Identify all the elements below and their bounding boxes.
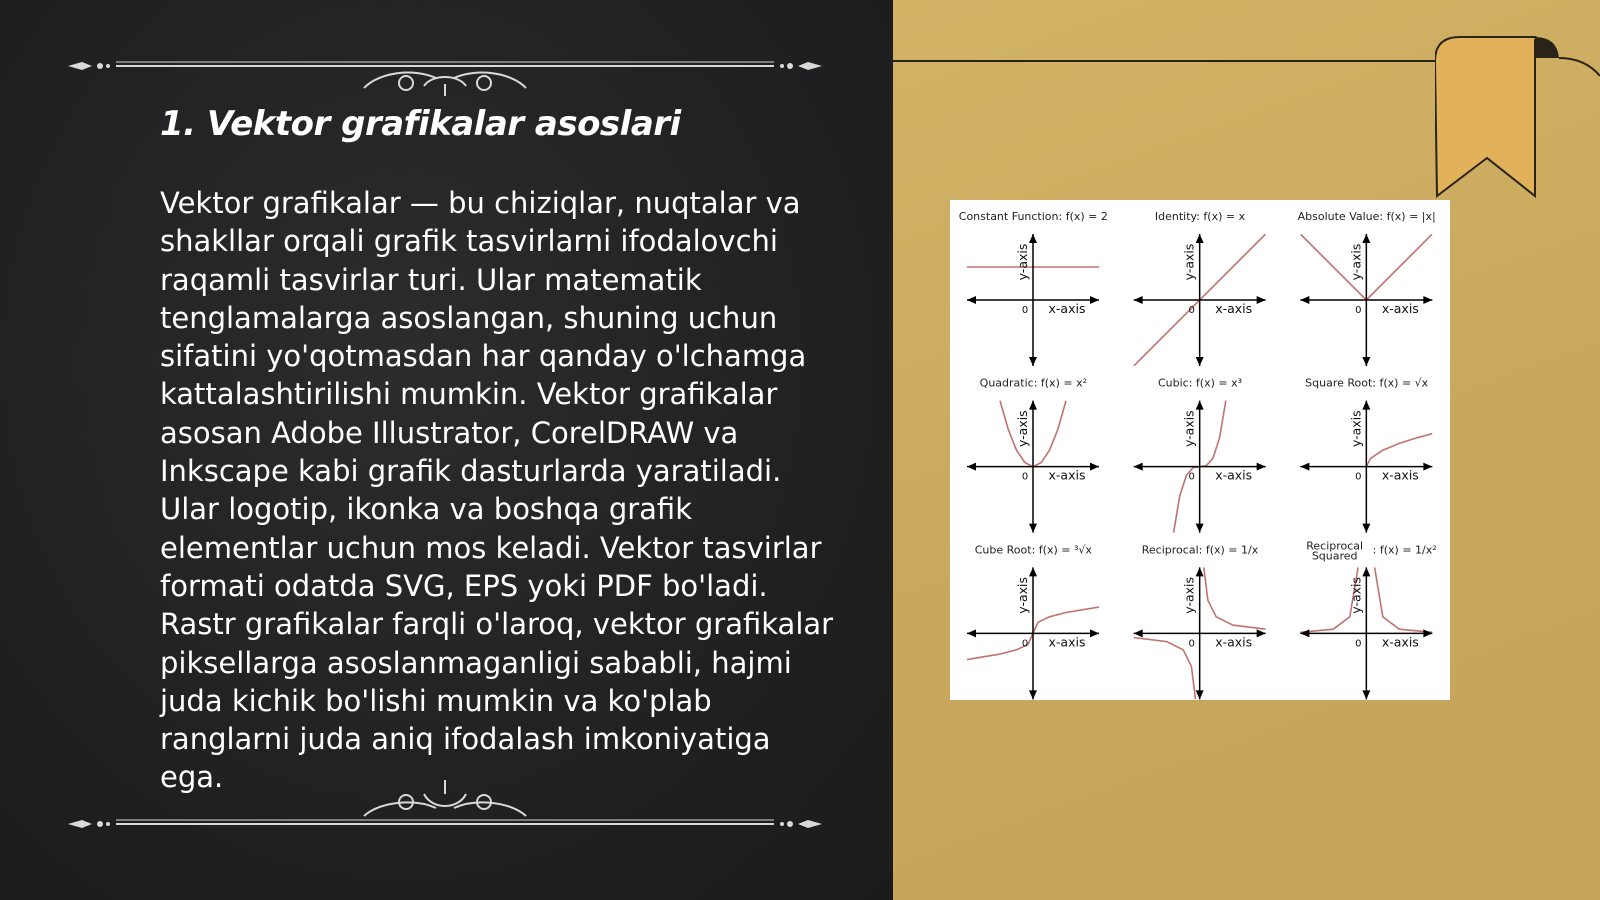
slide-title: 1. Vektor grafikalar asoslari: [160, 104, 681, 144]
y-axis-label: y-axis: [1015, 243, 1030, 281]
graph-panel-reciprocal_squared: [1300, 539, 1436, 699]
origin-label: 0: [1355, 638, 1362, 650]
axis-arrowhead: [1196, 357, 1204, 366]
graph-panel-constant: [959, 210, 1108, 366]
axis-arrowhead: [1196, 567, 1204, 576]
axis-arrowhead: [1029, 401, 1037, 410]
graph-title: Reciprocal: f(x) = 1/x: [1141, 543, 1259, 557]
ornament-divider-top-icon: [64, 36, 826, 96]
axis-arrowhead: [1196, 401, 1204, 410]
function-graphs-chart: [950, 200, 1450, 700]
x-axis-label: x-axis: [1048, 301, 1086, 316]
origin-label: 0: [1188, 471, 1195, 483]
axis-arrowhead: [1423, 296, 1432, 304]
x-axis-label: x-axis: [1215, 301, 1253, 316]
axis-arrowhead: [1300, 296, 1309, 304]
graph-panel-quadratic: [967, 377, 1099, 533]
x-axis-label: x-axis: [1215, 467, 1253, 483]
axis-arrowhead: [1362, 567, 1370, 576]
function-graphs-svg: [950, 200, 1450, 700]
axis-arrowhead: [1134, 463, 1143, 471]
y-axis-label: y-axis: [1181, 410, 1197, 448]
axis-arrowhead: [1423, 463, 1432, 471]
graph-title: [1306, 539, 1436, 562]
axis-arrowhead: [1090, 296, 1099, 304]
axis-arrowhead: [967, 629, 976, 637]
axis-arrowhead: [1257, 463, 1266, 471]
header-rule-line: [893, 60, 1438, 62]
graph-panel-cbrt: [967, 543, 1099, 699]
graph-title: Square Root: f(x) = √x: [1305, 376, 1429, 390]
origin-label: 0: [1021, 638, 1029, 650]
graph-panel-cubic: [1134, 377, 1266, 535]
axis-arrowhead: [1090, 629, 1099, 637]
y-axis-label: y-axis: [1348, 243, 1364, 281]
x-axis-label: x-axis: [1048, 467, 1086, 483]
graph-title: Identity: f(x) = x: [1154, 210, 1246, 223]
bookmark-ribbon-icon: [1435, 36, 1600, 201]
y-axis-label: y-axis: [1181, 576, 1197, 614]
x-axis-label: x-axis: [1381, 634, 1419, 650]
graph-title: Absolute Value: f(x) = |x|: [1297, 210, 1436, 223]
axis-arrowhead: [1029, 357, 1037, 366]
axis-arrowhead: [1423, 629, 1432, 637]
axis-arrowhead: [967, 463, 976, 471]
graph-title-line: Squared: [1311, 549, 1358, 563]
x-axis-label: x-axis: [1215, 634, 1253, 650]
axis-arrowhead: [1362, 690, 1370, 699]
axis-arrowhead: [1257, 296, 1266, 304]
axis-arrowhead: [1362, 357, 1370, 366]
graph-title-line: Reciprocal: [1306, 539, 1364, 553]
axis-arrowhead: [1300, 629, 1309, 637]
origin-label: 0: [1188, 305, 1195, 316]
axis-arrowhead: [1090, 463, 1099, 471]
graph-panel-sqrt: [1300, 377, 1432, 533]
graph-panel-abs: [1298, 210, 1436, 366]
graph-panel-identity: [1134, 210, 1266, 366]
x-axis-label: x-axis: [1381, 301, 1419, 316]
axis-arrowhead: [1134, 296, 1143, 304]
axis-arrowhead: [1300, 463, 1309, 471]
y-axis-label: y-axis: [1181, 243, 1197, 281]
axis-arrowhead: [1029, 234, 1037, 243]
origin-label: 0: [1021, 305, 1029, 316]
axis-arrowhead: [1362, 401, 1370, 410]
axis-arrowhead: [967, 296, 976, 304]
axis-arrowhead: [1362, 524, 1370, 533]
graph-title: Cube Root: f(x) = ³√x: [974, 543, 1092, 557]
axis-arrowhead: [1029, 567, 1037, 576]
origin-label: 0: [1355, 471, 1362, 483]
graph-title: Quadratic: f(x) = x²: [979, 376, 1088, 390]
origin-label: 0: [1355, 305, 1362, 316]
graph-title: Cubic: f(x) = x³: [1157, 376, 1243, 390]
y-axis-label: y-axis: [1015, 576, 1030, 614]
origin-label: 0: [1188, 638, 1195, 650]
origin-label: 0: [1021, 471, 1029, 483]
axis-arrowhead: [1029, 690, 1037, 699]
ornament-divider-bottom-icon: [64, 772, 826, 832]
axis-arrowhead: [1134, 629, 1143, 637]
graph-panel-reciprocal: [1134, 543, 1266, 699]
y-axis-label: y-axis: [1348, 410, 1364, 448]
axis-arrowhead: [1196, 234, 1204, 243]
slide-body-text: Vektor grafikalar — bu chiziqlar, nuqtalar va shakllar orqali grafik tasvirlarni ifodalovchi raqamli tasvirlar turi. Ular matematik tenglamalarga asoslangan, shuning uchun sifatini yo'qotmasdan har qanday o'lchamga kattalashtirilishi mumkin. Vektor grafikalar asosan Adobe Illustrator, CorelDRAW va Inkscape kabi grafik dasturlarda yaratiladi. Ular logotip, ikonka va boshqa grafik elementlar uchun mos keladi. Vektor tasvirlar formati odatda SVG, EPS yoki PDF bo'ladi. Rastr grafikalar farqli o'laroq, vektor grafikalar piksellarga asoslanmaganligi sababli, hajmi juda kichik bo'lishi mumkin va ko'plab ranglarni juda aniq ifodalash imkoniyatiga ega.: [160, 186, 834, 795]
axis-arrowhead: [1196, 524, 1204, 533]
axis-arrowhead: [1196, 690, 1204, 699]
y-axis-label: y-axis: [1348, 576, 1364, 614]
axis-arrowhead: [1362, 234, 1370, 243]
graph-title-line: : f(x) = 1/x²: [1372, 543, 1437, 557]
graph-title: Constant Function: f(x) = 2: [958, 210, 1108, 223]
y-axis-label: y-axis: [1015, 410, 1030, 448]
x-axis-label: x-axis: [1048, 634, 1086, 650]
axis-arrowhead: [1257, 629, 1266, 637]
axis-arrowhead: [1029, 524, 1037, 533]
function-curve: [1366, 434, 1432, 467]
x-axis-label: x-axis: [1381, 467, 1419, 483]
